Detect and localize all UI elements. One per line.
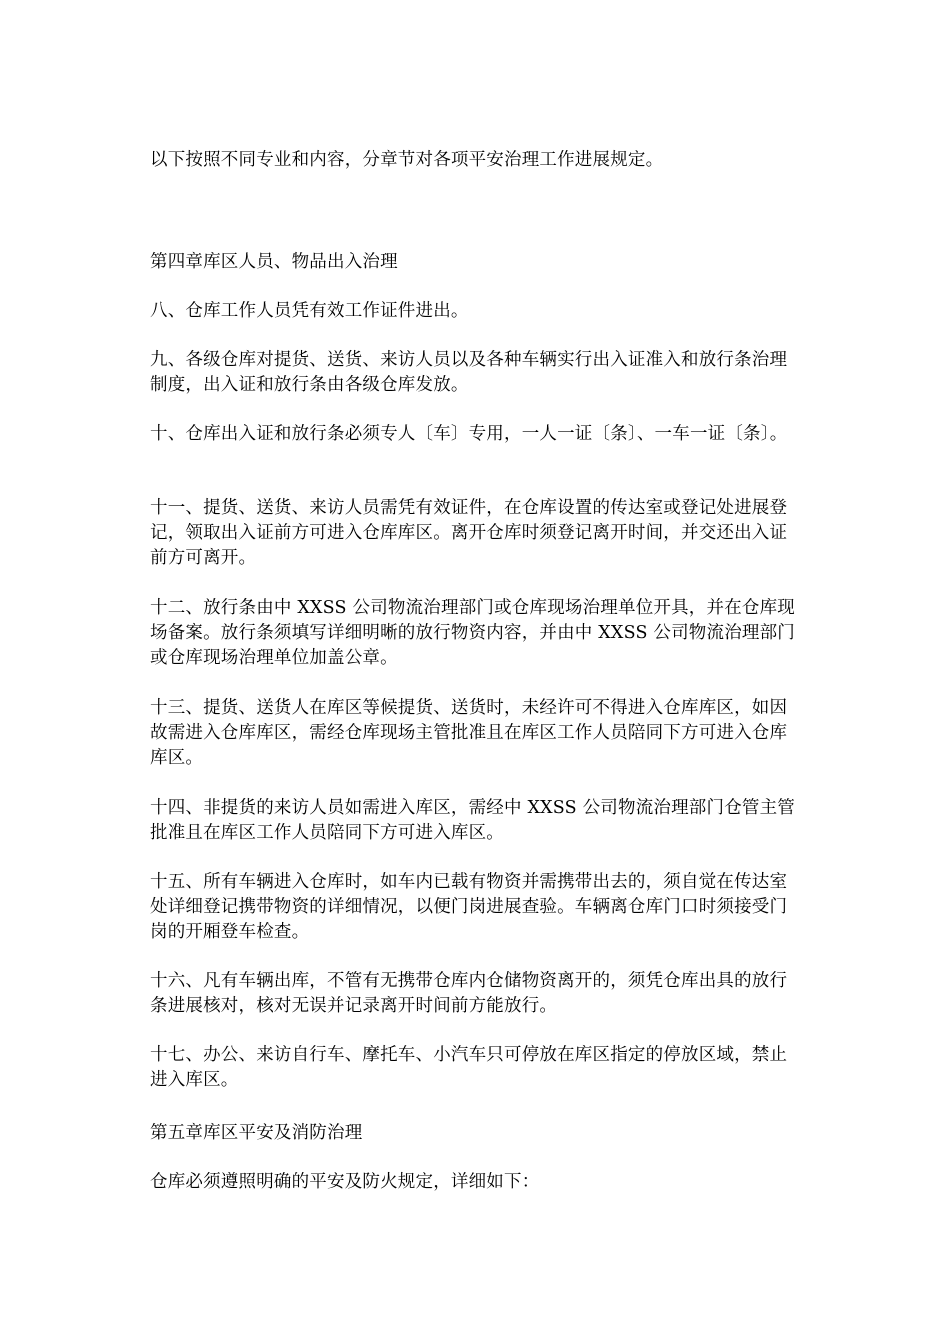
article-9-paragraph: 九、各级仓库对提货、送货、来访人员以及各种车辆实行出入证准入和放行条治理制度，出入证和放行条由各级仓库发放。 xyxy=(150,350,788,395)
article-13-paragraph: 十三、提货、送货人在库区等候提货、送货时，未经许可不得进入仓库库区，如因故需进入仓库库区，需经仓库现场主管批准且在库区工作人员陪同下方可进入仓库库区。 xyxy=(150,698,788,768)
article-14-paragraph: 十四、非提货的来访人员如需进入库区，需经中 XXSS 公司物流治理部门仓管主管批准且在库区工作人员陪同下方可进入库区。 xyxy=(150,798,796,843)
chapter-4-heading: 第四章库区人员、物品出入治理 xyxy=(150,252,398,272)
article-11-paragraph: 十一、提货、送货、来访人员需凭有效证件，在仓库设置的传达室或登记处进展登记，领取出入证前方可进入仓库库区。离开仓库时须登记离开时间，并交还出入证前方可离开。 xyxy=(150,498,788,568)
article-8-paragraph: 八、仓库工作人员凭有效工作证件进出。 xyxy=(150,301,469,321)
article-16-paragraph: 十六、凡有车辆出库，不管有无携带仓库内仓储物资离开的，须凭仓库出具的放行条进展核对，核对无误并记录离开时间前方能放行。 xyxy=(150,971,788,1016)
article-15-paragraph: 十五、所有车辆进入仓库时，如车内已载有物资并需携带出去的，须自觉在传达室处详细登记携带物资的详细情况，以便门岗进展查验。车辆离仓库门口时须接受门岗的开厢登车检查。 xyxy=(150,872,788,942)
chapter-5-intro-paragraph: 仓库必须遵照明确的平安及防火规定，详细如下： xyxy=(150,1172,540,1192)
article-10-paragraph: 十、仓库出入证和放行条必须专人〔车〕专用，一人一证〔条〕、一车一证〔条〕。 xyxy=(150,424,788,444)
article-12-paragraph: 十二、放行条由中 XXSS 公司物流治理部门或仓库现场治理单位开具，并在仓库现场备案。放行条须填写详细明晰的放行物资内容，并由中 XXSS 公司物流治理部门或仓库现场治理单位加盖公章。 xyxy=(150,598,796,668)
chapter-5-heading: 第五章库区平安及消防治理 xyxy=(150,1123,363,1143)
article-17-paragraph: 十七、办公、来访自行车、摩托车、小汽车只可停放在库区指定的停放区域，禁止进入库区。 xyxy=(150,1045,788,1090)
intro-paragraph: 以下按照不同专业和内容，分章节对各项平安治理工作进展规定。 xyxy=(150,150,664,170)
